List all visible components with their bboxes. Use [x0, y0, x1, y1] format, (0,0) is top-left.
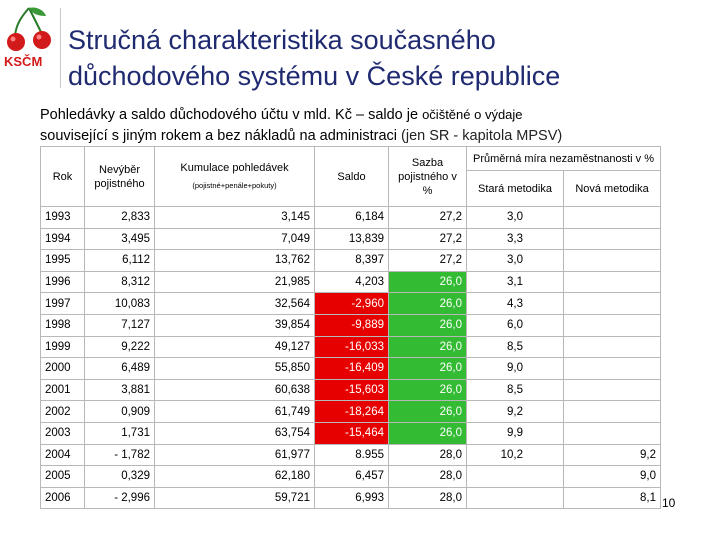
header-rok: Rok — [41, 147, 85, 207]
table-row — [41, 401, 661, 423]
cell-kumulace: 13,762 — [155, 250, 315, 272]
page-title — [68, 22, 718, 94]
cell-nova: 9,2 — [564, 444, 661, 466]
page-number: 10 — [662, 496, 676, 510]
cell-sazba: 28,0 — [389, 487, 467, 509]
cell-nova — [564, 250, 661, 272]
kscm-logo — [2, 2, 58, 70]
cell-nevyber: 3,881 — [85, 379, 155, 401]
cell-sazba: 28,0 — [389, 444, 467, 466]
logo-text: KSČM — [4, 54, 43, 69]
cell-nevyber: 7,127 — [85, 314, 155, 336]
cell-kumulace: 62,180 — [155, 466, 315, 488]
cell-nevyber: 2,833 — [85, 207, 155, 229]
cell-kumulace: 3,145 — [155, 207, 315, 229]
table-row — [41, 271, 661, 293]
header-nova: Nová metodika — [564, 171, 661, 207]
table-row — [41, 358, 661, 380]
subtitle-part-3: související s jiným rokem a bez nákladů na administraci — [40, 128, 398, 144]
cell-rok: 1999 — [41, 336, 85, 358]
cell-sazba: 26,0 — [389, 293, 467, 315]
subtitle-part-2: očištěné o výdaje — [422, 107, 523, 122]
table-row — [41, 466, 661, 488]
cell-stara — [467, 466, 564, 488]
table-row — [41, 250, 661, 272]
cell-nova — [564, 271, 661, 293]
cell-kumulace: 21,985 — [155, 271, 315, 293]
cell-rok: 1996 — [41, 271, 85, 293]
cell-sazba: 26,0 — [389, 401, 467, 423]
cell-nevyber: 3,495 — [85, 228, 155, 250]
cell-saldo: 13,839 — [315, 228, 389, 250]
header-nevyber: Nevýběr pojistného — [85, 147, 155, 207]
cell-nevyber: - 2,996 — [85, 487, 155, 509]
cell-sazba: 26,0 — [389, 314, 467, 336]
cell-stara: 3,1 — [467, 271, 564, 293]
cell-nova — [564, 228, 661, 250]
header-stara: Stará metodika — [467, 171, 564, 207]
header-saldo: Saldo — [315, 147, 389, 207]
cell-nevyber: 1,731 — [85, 422, 155, 444]
cell-nevyber: 0,329 — [85, 466, 155, 488]
cell-sazba: 26,0 — [389, 336, 467, 358]
cell-stara — [467, 487, 564, 509]
cell-kumulace: 61,749 — [155, 401, 315, 423]
cell-rok: 1994 — [41, 228, 85, 250]
pension-table — [40, 146, 661, 509]
header-kumulace-label: Kumulace pohledávek — [180, 161, 289, 174]
subtitle — [40, 104, 716, 147]
cell-nevyber: 6,112 — [85, 250, 155, 272]
cell-stara: 3,0 — [467, 207, 564, 229]
cell-nova — [564, 358, 661, 380]
divider — [60, 8, 61, 88]
cell-kumulace: 60,638 — [155, 379, 315, 401]
cell-stara: 3,3 — [467, 228, 564, 250]
cell-nevyber: 8,312 — [85, 271, 155, 293]
cell-nova — [564, 207, 661, 229]
cell-sazba: 26,0 — [389, 358, 467, 380]
cell-nova — [564, 379, 661, 401]
cell-rok: 2004 — [41, 444, 85, 466]
cell-stara: 4,3 — [467, 293, 564, 315]
cell-saldo: -15,603 — [315, 379, 389, 401]
cell-sazba: 27,2 — [389, 228, 467, 250]
cell-saldo: 8.955 — [315, 444, 389, 466]
cell-rok: 2006 — [41, 487, 85, 509]
cell-rok: 2001 — [41, 379, 85, 401]
table-row — [41, 379, 661, 401]
table-row — [41, 314, 661, 336]
cell-nevyber: - 1,782 — [85, 444, 155, 466]
cell-saldo: -16,033 — [315, 336, 389, 358]
subtitle-part-4: (jen SR - kapitola MPSV) — [397, 128, 563, 144]
cell-saldo: 6,457 — [315, 466, 389, 488]
cell-saldo: 4,203 — [315, 271, 389, 293]
cell-kumulace: 63,754 — [155, 422, 315, 444]
cell-saldo: -15,464 — [315, 422, 389, 444]
cell-sazba: 27,2 — [389, 207, 467, 229]
cell-nova — [564, 314, 661, 336]
cell-rok: 1997 — [41, 293, 85, 315]
cell-stara: 9,9 — [467, 422, 564, 444]
title-line-1: Stručná charakteristika současného — [68, 25, 496, 55]
cell-saldo: -18,264 — [315, 401, 389, 423]
cell-kumulace: 61,977 — [155, 444, 315, 466]
cell-nova: 9,0 — [564, 466, 661, 488]
cell-stara: 3,0 — [467, 250, 564, 272]
header-mira: Průměrná míra nezaměstnanosti v % — [467, 147, 661, 171]
cell-saldo: 6,184 — [315, 207, 389, 229]
cell-nova — [564, 293, 661, 315]
table-row — [41, 422, 661, 444]
cell-saldo: 8,397 — [315, 250, 389, 272]
cell-kumulace: 39,854 — [155, 314, 315, 336]
subtitle-part-1: Pohledávky a saldo důchodového účtu v mld. Kč – saldo je — [40, 107, 423, 123]
cell-nevyber: 10,083 — [85, 293, 155, 315]
table-row — [41, 228, 661, 250]
cell-stara: 6,0 — [467, 314, 564, 336]
title-line-2: důchodového systému v České republice — [68, 61, 561, 91]
cell-stara: 8,5 — [467, 379, 564, 401]
cell-nova: 8,1 — [564, 487, 661, 509]
header-sazba: Sazba pojistného v % — [389, 147, 467, 207]
table-row — [41, 444, 661, 466]
cell-sazba: 26,0 — [389, 271, 467, 293]
cell-nevyber: 9,222 — [85, 336, 155, 358]
cell-rok: 1998 — [41, 314, 85, 336]
cell-saldo: -2,960 — [315, 293, 389, 315]
cell-stara: 10,2 — [467, 444, 564, 466]
cell-saldo: 6,993 — [315, 487, 389, 509]
cell-rok: 1993 — [41, 207, 85, 229]
cell-nova — [564, 401, 661, 423]
cell-stara: 9,2 — [467, 401, 564, 423]
cell-saldo: -9,889 — [315, 314, 389, 336]
cell-rok: 2000 — [41, 358, 85, 380]
cell-rok: 2002 — [41, 401, 85, 423]
table-row — [41, 207, 661, 229]
cell-saldo: -16,409 — [315, 358, 389, 380]
cell-nova — [564, 336, 661, 358]
table-row — [41, 293, 661, 315]
table-row — [41, 487, 661, 509]
cell-rok: 2005 — [41, 466, 85, 488]
cell-stara: 8,5 — [467, 336, 564, 358]
cell-kumulace: 32,564 — [155, 293, 315, 315]
cell-kumulace: 59,721 — [155, 487, 315, 509]
cell-kumulace: 49,127 — [155, 336, 315, 358]
cell-sazba: 27,2 — [389, 250, 467, 272]
header-kumulace-note: (pojistné+penále+pokuty) — [192, 180, 277, 190]
cell-sazba: 26,0 — [389, 422, 467, 444]
cell-rok: 1995 — [41, 250, 85, 272]
cell-nova — [564, 422, 661, 444]
cell-rok: 2003 — [41, 422, 85, 444]
cell-nevyber: 0,909 — [85, 401, 155, 423]
cell-stara: 9,0 — [467, 358, 564, 380]
cell-sazba: 28,0 — [389, 466, 467, 488]
cell-nevyber: 6,489 — [85, 358, 155, 380]
header-kumulace — [155, 147, 315, 207]
cell-kumulace: 55,850 — [155, 358, 315, 380]
table-row — [41, 336, 661, 358]
cell-sazba: 26,0 — [389, 379, 467, 401]
cell-kumulace: 7,049 — [155, 228, 315, 250]
